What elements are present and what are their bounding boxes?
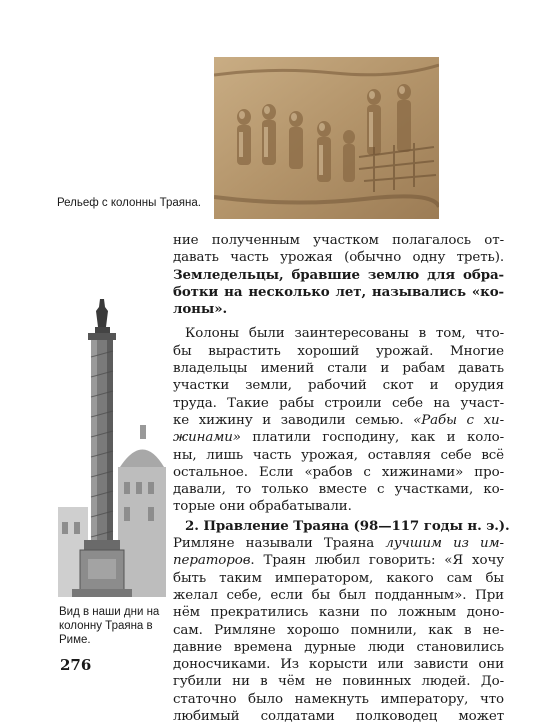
text-line: быть таким императором, какого сам бы bbox=[173, 570, 504, 586]
text-line: сам. Римляне хорошо помнили, как в не- bbox=[173, 622, 504, 638]
text-line: Земледельцы, бравшие землю для обра- bbox=[173, 266, 504, 283]
text-line: губили ни в чём не повинных людей. До- bbox=[173, 674, 504, 690]
text-line: Колоны были заинтересованы в том, что- bbox=[185, 326, 504, 342]
text-line: остальное. Если «рабов с хижинами» про- bbox=[173, 464, 504, 480]
paragraph-trajan bbox=[173, 517, 510, 725]
column-photo bbox=[58, 297, 166, 597]
text-line: владельцы имений стали и рабам давать bbox=[173, 361, 504, 377]
text-line: ботки на несколько лет, назывались «ко- bbox=[173, 283, 504, 300]
text-line: ператоров. Траян любил говорить: «Я хочу bbox=[173, 553, 504, 569]
text-line: любимый солдатами полководец может bbox=[173, 709, 504, 725]
text-line: желал себе, если бы был подданным». При bbox=[173, 587, 504, 603]
relief-caption: Рельеф с колонны Траяна. bbox=[57, 197, 201, 209]
text-line: жинами» платили господину, как и коло- bbox=[173, 430, 504, 446]
page-number: 276 bbox=[60, 656, 92, 674]
text-line: участки земли, рабочий скот и орудия bbox=[173, 378, 504, 394]
text-line: нём прекратились казни по ложным доно- bbox=[173, 605, 504, 621]
text-line: ние полученным участком полагалось от- bbox=[173, 233, 504, 248]
text-line: ке хижину и заводили семью. «Рабы с хи- bbox=[173, 412, 504, 428]
column-caption: Вид в наши дни на колонну Траяна в Риме. bbox=[59, 606, 160, 646]
text-line: лоны». bbox=[173, 301, 228, 318]
text-line: давние времена дурные люди становились bbox=[173, 639, 504, 655]
text-line: ны, лишь часть урожая, оставляя себе всё bbox=[173, 447, 504, 463]
text-line: давали, то только вместе с участками, ко- bbox=[173, 482, 504, 498]
paragraph-slaves bbox=[173, 325, 504, 515]
main-text bbox=[173, 232, 510, 725]
text-line: доносчиками. Из корысти или зависти они bbox=[173, 657, 504, 673]
text-line: статочно было намекнуть императору, что bbox=[173, 691, 504, 707]
paragraph-colonists bbox=[173, 232, 504, 318]
section-heading: 2. Правление Траяна (98—117 годы н. э.). bbox=[185, 517, 510, 534]
text-line: бы вырастить хороший урожай. Многие bbox=[173, 343, 504, 359]
text-line: Римляне называли Траяна лучшим из им- bbox=[173, 536, 504, 552]
text-line: труда. Такие рабы строили себе на участ- bbox=[173, 395, 504, 411]
text-line: давать часть урожая (обычно одну треть). bbox=[173, 250, 504, 266]
relief-photo bbox=[214, 57, 439, 219]
text-line: торые они обрабатывали. bbox=[173, 499, 352, 515]
